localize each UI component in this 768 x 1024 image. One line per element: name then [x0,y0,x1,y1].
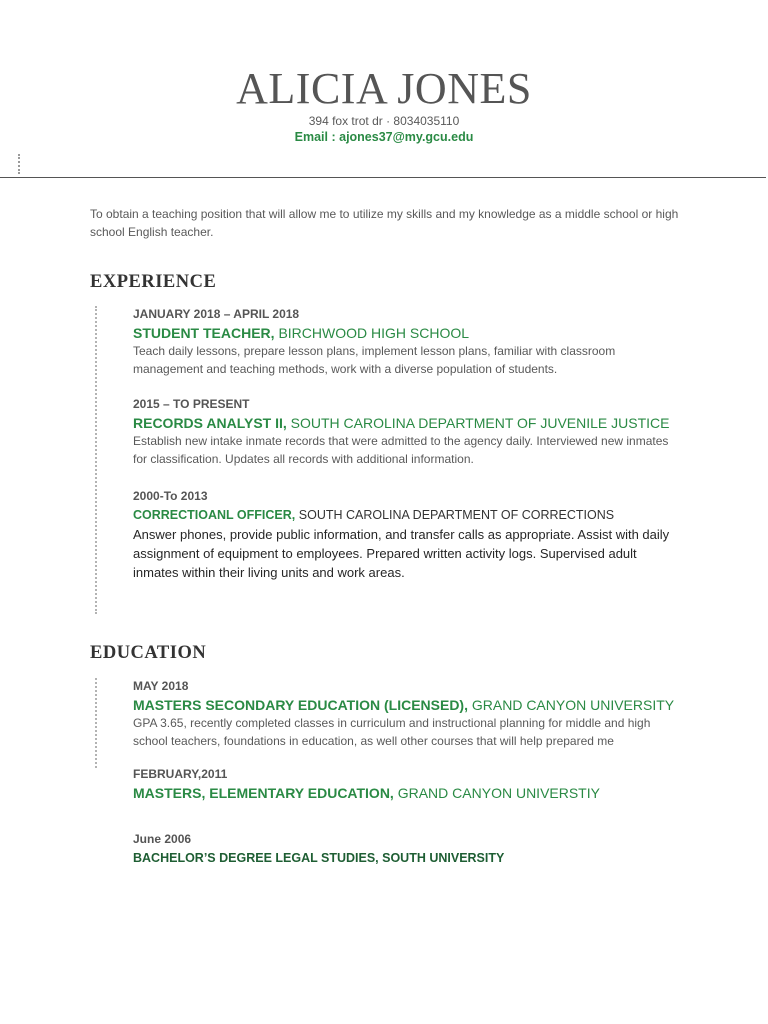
entry-date: JANUARY 2018 – APRIL 2018 [133,307,300,321]
education-entry [133,831,683,868]
entry-title [133,505,683,525]
entry-title [133,413,683,433]
job-role: RECORDS ANALYST II, [133,415,287,431]
entry-description: Answer phones, provide public information, and transfer calls as appropriate. Assist with daily assignment of equipment to employees. Prepared written activity logs. Supervised adult inmates within their living units and work areas. [133,527,670,580]
job-role: CORRECTIOANL OFFICER, [133,508,296,522]
school: GRAND CANYON UNIVERSITY [467,697,675,713]
objective-text: To obtain a teaching position that will allow me to utilize my skills and my knowledge as a middle school or high school English teacher. [90,207,679,239]
experience-entry [133,396,683,468]
entry-title [133,695,683,715]
education-timeline-line [95,678,97,768]
experience-timeline-line [95,306,97,614]
school: GRAND CANYON UNIVERSTIY [393,785,600,801]
contact-line: 394 fox trot dr · 8034035110 [308,114,460,128]
resume-header [0,64,768,146]
experience-entry [133,306,683,378]
job-role: STUDENT TEACHER, [133,325,275,341]
entry-title [133,848,683,868]
entry-description: GPA 3.65, recently completed classes in curriculum and instructional planning for middle and high school teachers, foundations in education, as well other courses that will help prepared me [133,716,651,748]
entry-date: 2015 – TO PRESENT [133,397,250,411]
experience-entry [133,488,683,582]
entry-date: June 2006 [133,832,192,846]
education-entry [133,766,683,803]
employer: SOUTH CAROLINA DEPARTMENT OF CORRECTIONS [295,508,615,522]
degree: BACHELOR’S DEGREE LEGAL STUDIES, SOUTH UNIVERSITY [133,851,505,865]
email-line: Email : ajones37@my.gcu.edu [294,130,474,144]
entry-date: FEBRUARY,2011 [133,767,228,781]
entry-title [133,323,683,343]
entry-date: MAY 2018 [133,679,189,693]
experience-heading: EXPERIENCE [90,272,217,292]
entry-date: 2000-To 2013 [133,489,208,503]
degree: MASTERS, ELEMENTARY EDUCATION, [133,785,394,801]
header-divider [0,177,766,178]
employer: SOUTH CAROLINA DEPARTMENT OF JUVENILE JUSTICE [286,415,670,431]
employer: BIRCHWOOD HIGH SCHOOL [274,325,470,341]
entry-description: Establish new intake inmate records that were admitted to the agency daily. Interviewed new inmates for classification. Updates all records with additional information. [133,434,669,466]
margin-marker [18,154,20,174]
entry-description: Teach daily lessons, prepare lesson plans, implement lesson plans, familiar with classroom management and teaching methods, work with a diverse population of students. [133,344,616,376]
education-heading: EDUCATION [90,643,207,663]
degree: MASTERS SECONDARY EDUCATION (LICENSED), [133,697,468,713]
entry-title [133,783,683,803]
candidate-name: ALICIA JONES [236,64,532,113]
education-entry [133,678,683,750]
